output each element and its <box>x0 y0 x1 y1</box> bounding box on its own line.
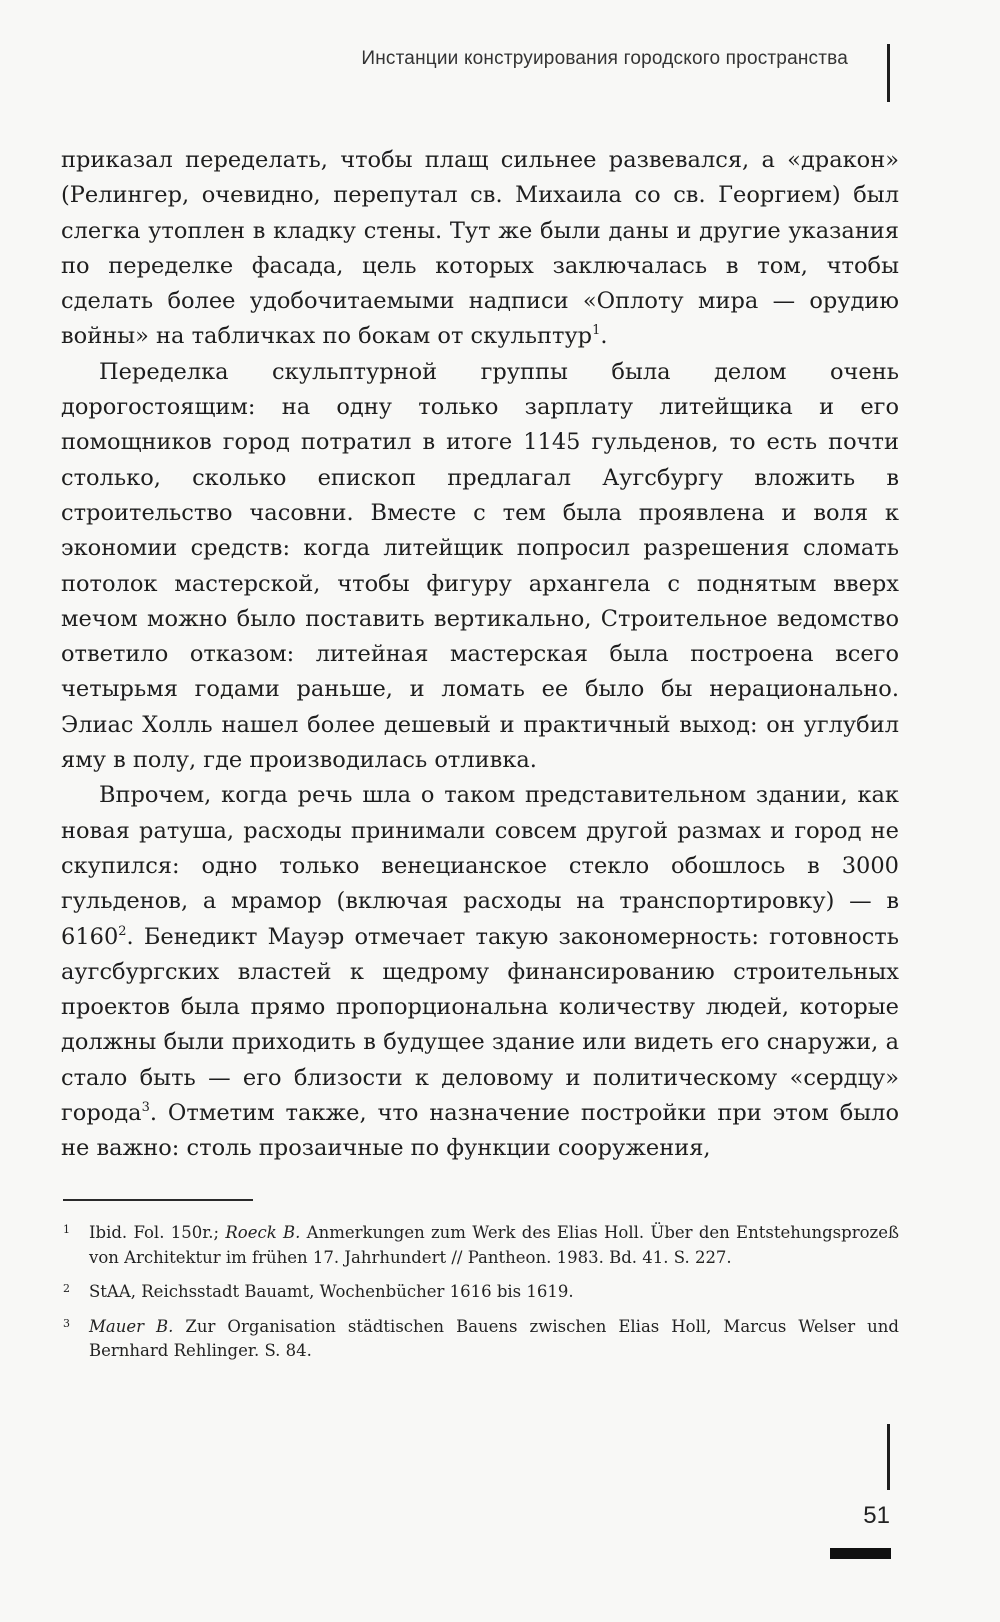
footnote-number: 2 <box>63 1282 70 1295</box>
paragraph-3-text-b: . Бенедикт Мауэр отмечает такую закономерность: готовность аугсбургских властей к щедрому финансированию строительных проектов была прямо пропорциональна количеству людей, которые должны были приходить в будущее здание или видеть его снаружи, а стало быть — его близости к деловому и политическому «сердцу» города <box>61 923 899 1127</box>
footnote-number: 3 <box>63 1316 70 1330</box>
footnote-author: Mauer B. <box>89 1316 174 1336</box>
footnote-author: Roeck B. <box>225 1223 301 1242</box>
paragraph-3-text-c: . Отметим также, что назначение постройки при этом было не важно: столь прозаичные по функции сооружения, <box>61 1100 899 1162</box>
paragraph-1-text: приказал переделать, чтобы плащ сильнее развевался, а «дракон» (Релингер, очевидно, перепутал св. Михаила со св. Георгием) был слегка утоплен в кладку стены. Тут же были даны и другие указания по переделке фасада, цель которых заключалась в том, чтобы сделать более удобочитаемыми надписи «Оплоту мира — орудию войны» на табличках по бокам от скульптур <box>61 147 899 350</box>
footnote-text: Zur Organisation städtischen Bauens zwischen Elias Holl, Marcus Welser und Bernhard Rehlinger. S. 84. <box>89 1316 899 1360</box>
footnote-divider <box>63 1199 253 1201</box>
paragraph-3-text-a: Впрочем, когда речь шла о таком представительном здании, как новая ратуша, расходы принимали совсем другой размах и город не скупился: одно только венецианское стекло обошлось в 3000 гульденов, а мрамор (включая расходы на транспортировку) — в 6160 <box>61 782 899 950</box>
footnote-ref-1: 1 <box>592 323 601 339</box>
paragraph-1 <box>61 143 899 355</box>
footnote-ref-2: 2 <box>118 923 127 939</box>
paragraph-1-tail: . <box>600 323 608 350</box>
footnote-text: StAA, Reichsstadt Bauamt, Wochenbücher 1616 bis 1619. <box>89 1282 574 1301</box>
footnotes <box>63 1221 899 1374</box>
footer-vertical-rule <box>887 1424 890 1490</box>
paragraph-2: Переделка скульптурной группы была делом очень дорогостоящим: на одну только зарплату литейщика и его помощников город потратил в итоге 1145 гульденов, то есть почти столько, сколько епископ предлагал Аугсбургу вложить в строительство часовни. Вместе с тем была проявлена и воля к экономии средств: когда литейщик попросил разрешения сломать потолок мастерской, чтобы фигуру архангела с поднятым вверх мечом можно было поставить вертикально, Строительное ведомство ответило отказом: литейная мастерская была построена всего четырьмя годами раньше, и ломать ее было бы нерационально. Элиас Холль нашел более дешевый и практичный выход: он углубил яму в полу, где производилась отливка. <box>61 358 899 774</box>
page-number: 51 <box>863 1502 890 1529</box>
header-vertical-rule <box>887 44 890 102</box>
page-marker-bar <box>830 1548 891 1559</box>
footnote-ref-3: 3 <box>141 1100 150 1116</box>
main-text <box>61 143 899 1167</box>
footnote-number: 1 <box>63 1223 70 1236</box>
footnote-1 <box>63 1221 899 1270</box>
running-head-title: Инстанции конструирования городского пространства <box>361 48 848 69</box>
paragraph-3 <box>61 778 899 1166</box>
footnote-3 <box>63 1315 899 1364</box>
footnote-2 <box>63 1280 899 1305</box>
footnote-text: Ibid. Fol. 150r.; <box>89 1223 226 1242</box>
footnote-text: Anmerkungen zum Werk des Elias Holl. Über den Entstehungsprozeß von Architektur im frühen 17. Jahrhundert // Pantheon. 1983. Bd. 41. S. 227. <box>89 1223 899 1267</box>
